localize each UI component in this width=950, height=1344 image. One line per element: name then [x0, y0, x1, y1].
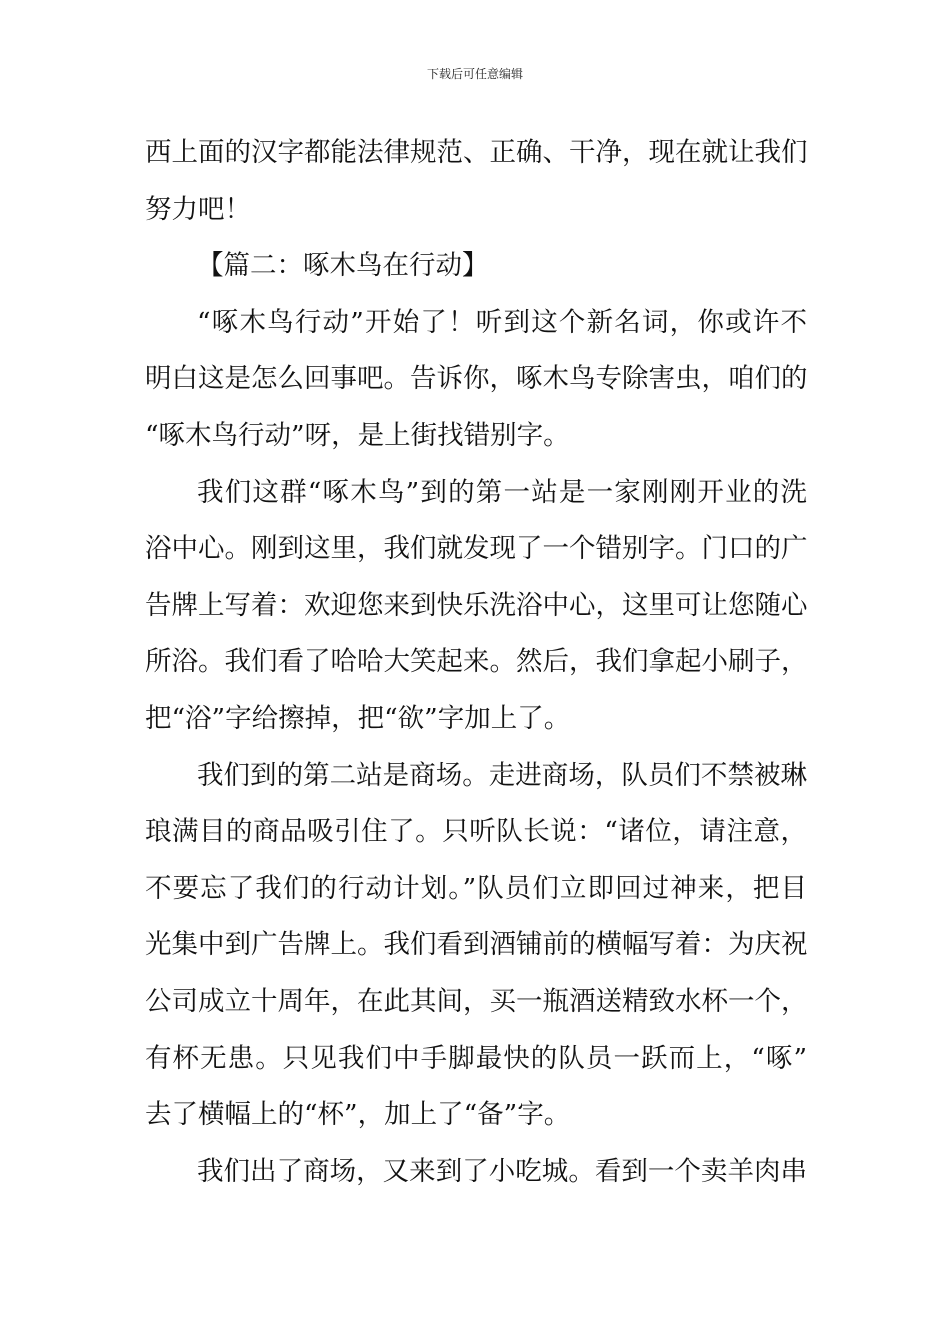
text-line: 公司成立十周年，在此其间，买一瓶酒送精致水杯一个， — [145, 985, 808, 1017]
text-line: 告牌上写着：欢迎您来到快乐洗浴中心，这里可让您随心 — [145, 589, 808, 621]
text-line: 明白这是怎么回事吧。告诉你，啄木鸟专除害虫，咱们的 — [145, 363, 808, 395]
text-line: 浴中心。刚到这里，我们就发现了一个错别字。门口的广 — [145, 533, 808, 565]
text-line: 西上面的汉字都能法律规范、正确、干净，现在就让我们 — [145, 137, 808, 168]
text-line: “啄木鸟行动”呀，是上街找错别字。 — [145, 419, 570, 451]
text-line: 去了横幅上的“杯”，加上了“备”字。 — [145, 1099, 571, 1131]
page-header: 下载后可任意编辑 — [426, 67, 523, 81]
text-line: “啄木鸟行动”开始了！听到这个新名词，你或许不 — [197, 306, 807, 338]
text-line: 琅满目的商品吸引住了。只听队长说：“诸位，请注意， — [145, 816, 807, 848]
document-body — [145, 127, 807, 1202]
text-line: 把“浴”字给擦掉，把“欲”字加上了。 — [145, 702, 571, 734]
text-line: 我们这群“啄木鸟”到的第一站是一家刚刚开业的洗 — [197, 476, 807, 508]
text-line: 努力吧！ — [145, 193, 251, 225]
text-line: 我们到的第二站是商场。走进商场，队员们不禁被琳 — [197, 759, 807, 791]
text-line: 光集中到广告牌上。我们看到酒铺前的横幅写着：为庆祝 — [145, 929, 808, 961]
text-line: 我们出了商场，又来到了小吃城。看到一个卖羊肉串 — [197, 1155, 807, 1187]
text-line: 有杯无患。只见我们中手脚最快的队员一跃而上，“啄” — [145, 1042, 807, 1074]
section-heading: 【篇二：啄木鸟在行动】 — [197, 250, 489, 282]
text-line: 所浴。我们看了哈哈大笑起来。然后，我们拿起小刷子， — [145, 646, 808, 678]
text-line: 不要忘了我们的行动计划。”队员们立即回过神来，把目 — [145, 872, 807, 904]
